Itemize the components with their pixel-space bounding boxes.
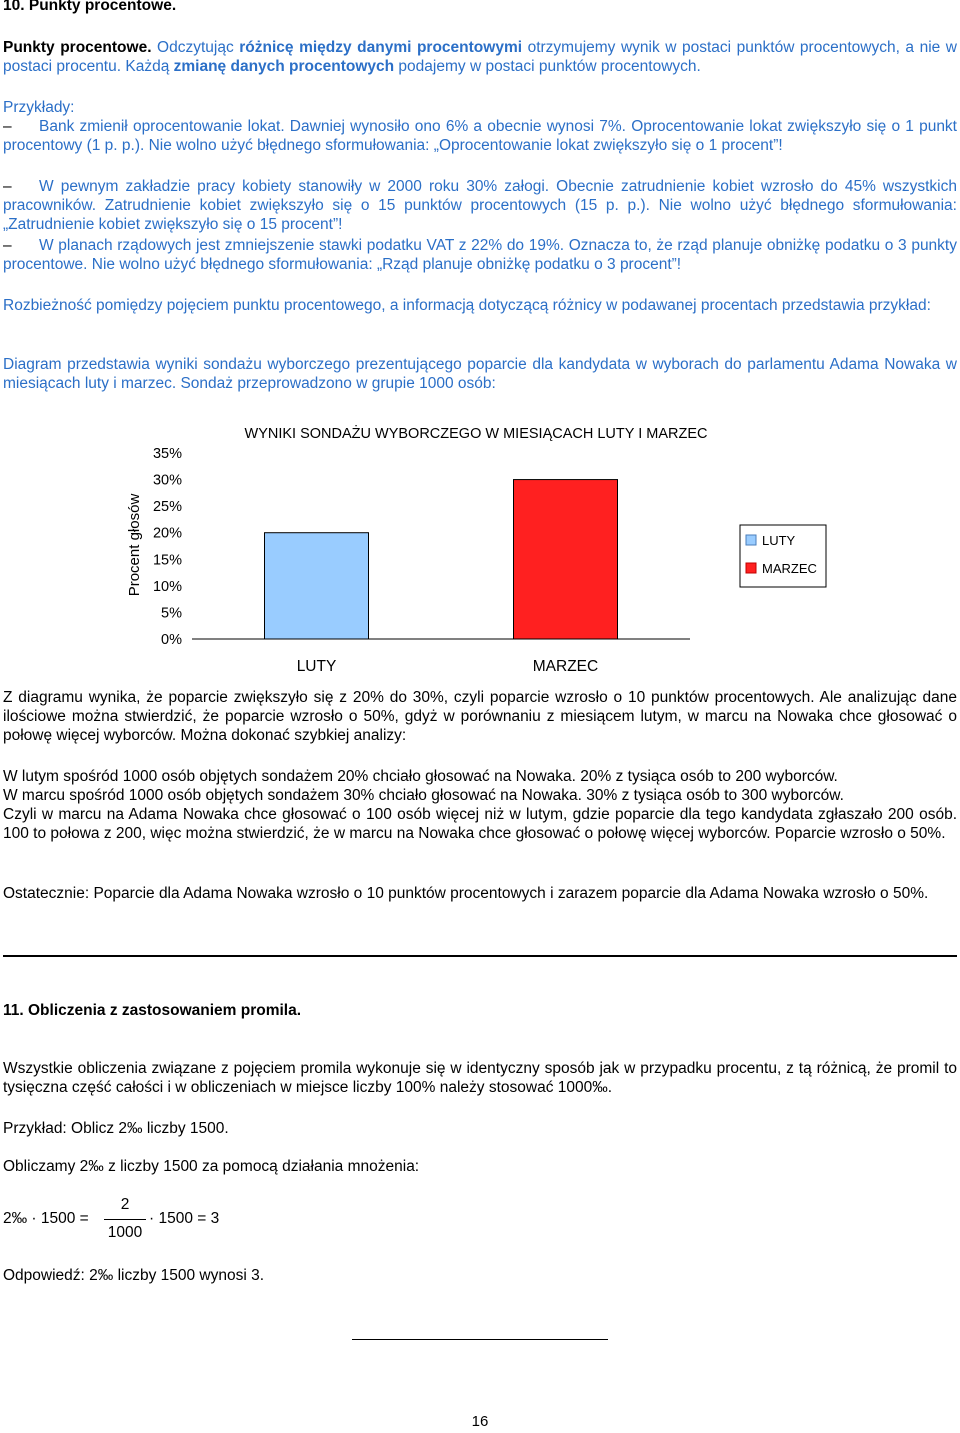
final-conclusion: Ostatecznie: Poparcie dla Adama Nowaka wzrosło o 10 punktów procentowych i zarazem poparcie dla Adama Nowaka wzrosło o 50%. xyxy=(3,885,929,902)
legend-label-marzec: MARZEC xyxy=(762,561,817,576)
chart-title: WYNIKI SONDAŻU WYBORCZEGO W MIESIĄCACH LUTY I MARZEC xyxy=(244,426,708,442)
permille-method: Obliczamy 2‰ z liczby 1500 za pomocą działania mnożenia: xyxy=(3,1158,420,1175)
intro-text-4: Każdą xyxy=(125,58,174,75)
dash-bullet: – xyxy=(3,118,12,135)
legend-swatch-luty xyxy=(746,535,756,545)
formula-fraction-bar xyxy=(104,1219,146,1220)
legend-label-luty: LUTY xyxy=(762,533,796,548)
dash-bullet: – xyxy=(3,237,12,254)
analysis-conclusion: Czyli w marcu na Adama Nowaka chce głosować o 100 osób więcej niż w lutym, gdzie poparcie dla tego kandydata zgłaszało 200 osób. 100 to połowa z 200, więc można stwierdzić, że w marcu na Nowaka chce głosować o połowę więcej wyborców. Poparcie wzrosło o 50%. xyxy=(3,806,957,842)
legend-swatch-marzec xyxy=(746,563,756,573)
analysis-march: W marcu spośród 1000 osób objętych sondażem 30% chciało głosować na Nowaka. 30% z tysiąca osób to 300 wyborców. xyxy=(3,787,844,804)
example-3 xyxy=(3,236,957,274)
section-10-heading: 10. Punkty procentowe. xyxy=(3,0,177,14)
formula-numerator: 2 xyxy=(120,1196,130,1213)
page-number: 16 xyxy=(471,1413,489,1430)
permille-intro: Wszystkie obliczenia związane z pojęciem promila wykonuje się w identyczny sposób jak w przypadku procentu, z tą różnicą, że promil to tysięczna część całości i w obliczeniach w miejsce liczby 100% należy stosować 1000‰. xyxy=(3,1060,957,1096)
example-1-b: Oprocentowanie lokat zwiększyło się o 1 punkt procentowy (1 p. p.). xyxy=(3,118,957,154)
bar-chart xyxy=(0,410,960,690)
chart-bar-luty xyxy=(265,533,369,639)
intro-text-5: zmianę danych procentowych xyxy=(173,58,395,75)
permille-answer: Odpowiedź: 2‰ liczby 1500 wynosi 3. xyxy=(3,1267,265,1284)
formula-denominator: 1000 xyxy=(107,1224,143,1241)
analysis-february: W lutym spośród 1000 osób objętych sondażem 20% chciało głosować na Nowaka. 20% z tysiąca osób to 200 wyborców. xyxy=(3,768,838,785)
footnote-line xyxy=(352,1339,608,1340)
example-1-text xyxy=(3,117,957,155)
example-2-a: W pewnym zakładzie pracy kobiety stanowiły w 2000 roku 30% załogi. Obecnie zatrudnienie kobiet wzrosło do 45% wszystkich pracowników. xyxy=(3,178,957,214)
formula-right: · 1500 = 3 xyxy=(149,1210,220,1227)
example-1-a: Bank zmienił oprocentowanie lokat. Dawniej wynosiło ono 6% a obecnie wynosi 7%. xyxy=(39,118,632,135)
dash-bullet: – xyxy=(3,178,12,195)
term-bold: Punkty procentowe. xyxy=(3,39,152,56)
intro-text-6: podajemy w postaci punktów procentowych. xyxy=(394,58,701,75)
intro-paragraph xyxy=(3,38,957,76)
chart-y-tick-label: 30% xyxy=(152,472,182,489)
example-2-text xyxy=(3,177,957,234)
analysis-paragraph: Z diagramu wynika, że poparcie zwiększyło się z 20% do 30%, czyli poparcie wzrosło o 10 punktów procentowych. Ale analizując dane ilościowe można stwierdzić, że poparcie wzrosło o 50%, gdyż w porównaniu z miesiącem lutym, w marcu na Nowaka chce głosować o połowę więcej wyborców. Można dokonać szybkiej analizy: xyxy=(3,689,957,744)
chart-x-tick-label: LUTY xyxy=(296,658,337,675)
chart-y-tick-label: 35% xyxy=(152,446,182,462)
intro-text-2: różnicę między danymi procentowymi xyxy=(239,39,523,56)
example-2-b: Zatrudnienie kobiet zwiększyło się o 15 punktów procentowych (15 p. p.). xyxy=(104,197,650,214)
example-3-a: W planach rządowych jest zmniejszenie stawki podatku VAT z 22% do 19%. xyxy=(39,237,569,254)
chart-y-tick-label: 10% xyxy=(152,578,182,595)
chart-x-tick-label: MARZEC xyxy=(532,658,599,675)
chart-y-tick-label: 20% xyxy=(152,525,182,542)
divergence-paragraph: Rozbieżność pomiędzy pojęciem punktu procentowego, a informacją dotyczącą różnicy w podawanej procentach przedstawia przykład: xyxy=(3,297,931,314)
intro-text-3: otrzymujemy wynik w postaci punktów procentowych, a nie w postaci procentu. xyxy=(3,39,957,75)
diagram-description: Diagram przedstawia wyniki sondażu wyborczego prezentującego poparcie dla kandydata w wyborach do parlamentu Adama Nowaka w miesiącach luty i marzec. Sondaż przeprowadzono w grupie 1000 osób: xyxy=(3,356,957,392)
chart-y-tick-label: 15% xyxy=(152,552,182,569)
example-2 xyxy=(3,177,957,234)
example-1 xyxy=(3,117,957,155)
chart-bar-marzec xyxy=(514,480,618,639)
examples-label: Przykłady: xyxy=(3,99,75,116)
example-1-c: Nie wolno użyć błędnego sformułowania: „Oprocentowanie lokat zwiększyło się o 1 procent”! xyxy=(144,137,783,154)
section-divider xyxy=(3,955,957,957)
chart-y-tick-label: 5% xyxy=(161,605,182,622)
chart-y-tick-label: 0% xyxy=(161,632,182,648)
chart-y-tick-label: 25% xyxy=(152,499,182,516)
example-3-c: Nie wolno użyć błędnego sformułowania: „Rząd planuje obniżkę podatku o 3 procent”! xyxy=(87,256,682,273)
permille-example: Przykład: Oblicz 2‰ liczby 1500. xyxy=(3,1120,229,1137)
example-3-b: Oznacza to, że rząd planuje obniżkę podatku o 3 punkty procentowe. xyxy=(3,237,957,273)
chart-y-label: Procent głosów xyxy=(126,493,143,597)
example-2-c: Nie wolno użyć błędnego sformułowania: „Zatrudnienie kobiet zwiększyło się o 15 procent”! xyxy=(3,197,957,233)
permille-formula xyxy=(3,1196,403,1246)
example-3-text xyxy=(3,236,957,274)
intro-text-1: Odczytując xyxy=(151,39,240,56)
formula-left: 2‰ · 1500 = xyxy=(3,1210,89,1227)
section-11-heading: 11. Obliczenia z zastosowaniem promila. xyxy=(3,1002,302,1019)
